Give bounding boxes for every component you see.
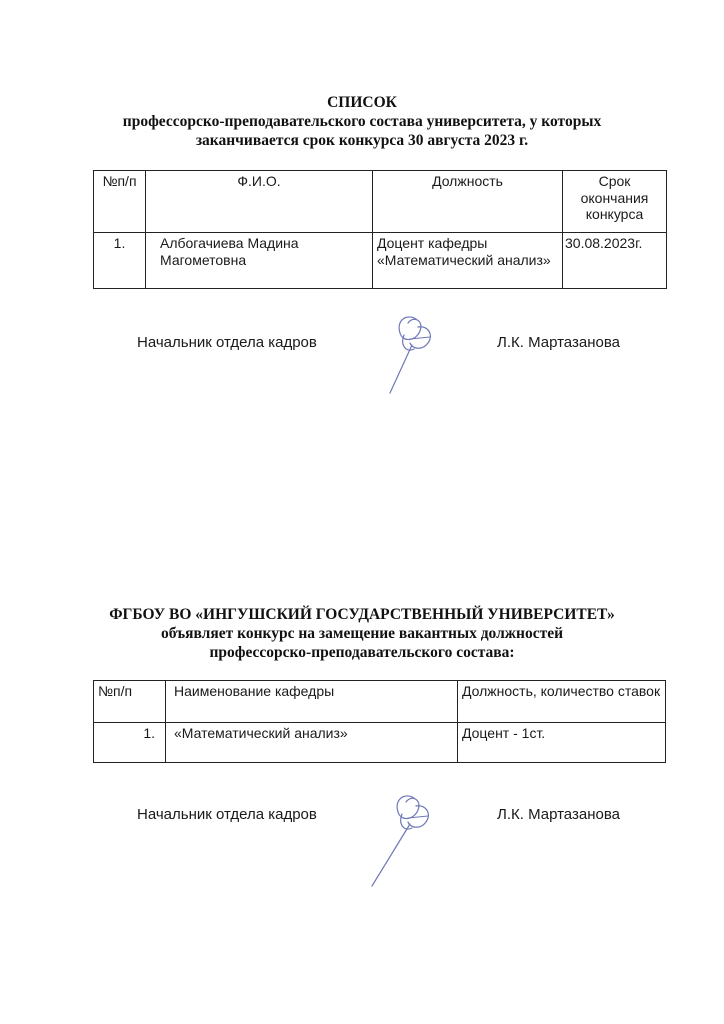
announcement-signature-row [0,806,724,836]
announcement-title-line: ФГБОУ ВО «ИНГУШСКИЙ ГОСУДАРСТВЕННЫЙ УНИВЕРСИТЕТ» [109,606,615,623]
header-cell-position: Должность, количество ставок [458,681,666,723]
table-header-row [94,681,666,723]
cell-position: Доцент кафедры «Математический анализ» [373,233,563,289]
table-row [94,233,667,289]
header-cell-name: Ф.И.О. [146,171,373,233]
cell-full-name: Албогачиева Мадина Магометовна [146,233,373,289]
announcement-title-line: профессорско-преподавательского состава: [209,644,515,661]
list-title-line: профессорско-преподавательского состава университета, у которых [122,113,602,130]
header-cell-department: Наименование кафедры [166,681,458,723]
header-cell-num: №п/п [94,681,166,723]
vacancy-table [93,680,666,763]
staff-list-table [93,170,667,289]
cell-department: «Математический анализ» [166,723,458,763]
header-cell-deadline: Срок окончания конкурса [563,171,667,233]
list-title-block [0,93,724,150]
signature-name: Л.К. Мартазанова [497,334,620,351]
signature-name: Л.К. Мартазанова [497,806,620,823]
table-row [94,723,666,763]
handwritten-signature-icon [366,786,448,890]
announcement-title-block [0,605,724,662]
cell-num: 1. [94,233,146,289]
list-title-line: заканчивается срок конкурса 30 августа 2023 г. [195,132,529,149]
signature-position-label: Начальник отдела кадров [137,806,317,823]
announcement-title-line: объявляет конкурс на замещение вакантных должностей [160,625,564,642]
list-signature-row [0,334,724,364]
table-header-row [94,171,667,233]
cell-deadline: 30.08.2023г. [563,233,667,289]
header-cell-num: №п/п [94,171,146,233]
signature-position-label: Начальник отдела кадров [137,334,317,351]
handwritten-signature-icon [370,305,450,397]
cell-position: Доцент - 1ст. [458,723,666,763]
list-title-line: СПИСОК [327,94,397,111]
cell-num: 1. [94,723,166,763]
header-cell-position: Должность [373,171,563,233]
